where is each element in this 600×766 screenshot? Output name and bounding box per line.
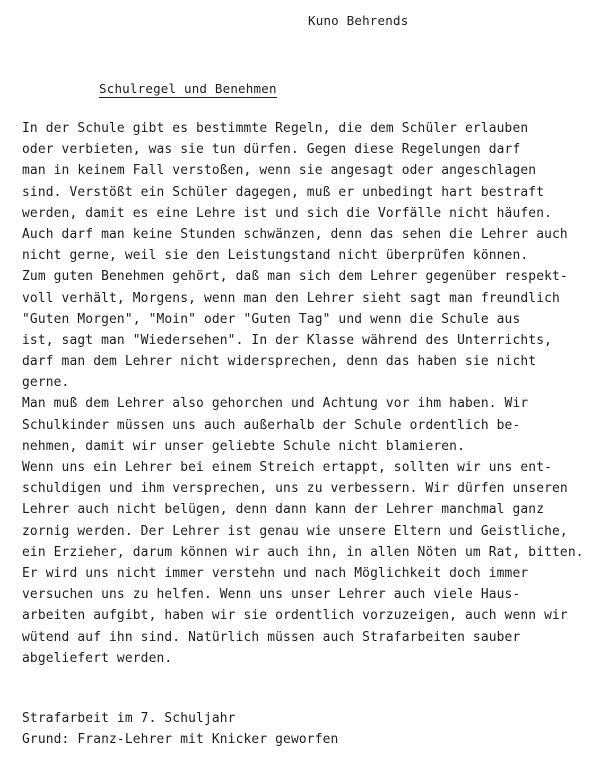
body-line: zornig werden. Der Lehrer ist genau wie unsere Eltern und Geistliche,	[22, 523, 568, 539]
body-line: schuldigen und ihm versprechen, uns zu verbessern. Wir dürfen unseren	[22, 481, 568, 497]
body-line: versuchen uns zu helfen. Wenn uns unser Lehrer auch viele Haus-	[22, 587, 521, 603]
author-name: Kuno Behrends	[308, 13, 409, 28]
body-line: sind. Verstößt ein Schüler dagegen, muß er unbedingt hart bestraft	[22, 184, 545, 200]
body-line: ist, sagt man "Wiedersehen". In der Klasse während des Unterrichts,	[22, 332, 553, 348]
essay-body	[22, 118, 597, 669]
body-line: oder verbieten, was sie tun dürfen. Gegen diese Regelungen darf	[22, 142, 521, 158]
body-line: Schulkinder müssen uns auch außerhalb der Schule ordentlich be-	[22, 417, 521, 433]
body-line: wütend auf ihn sind. Natürlich müssen auch Strafarbeiten sauber	[22, 629, 521, 645]
body-line: man in keinem Fall verstoßen, wenn sie angesagt oder angeschlagen	[22, 163, 537, 179]
body-line: Lehrer auch nicht belügen, denn dann kann der Lehrer manchmal ganz	[22, 502, 545, 518]
document-title: Schulregel und Benehmen	[99, 81, 277, 96]
body-line: nehmen, damit wir unser geliebte Schule nicht blamieren.	[22, 438, 466, 454]
body-line: ein Erzieher, darum können wir auch ihn, in allen Nöten um Rat, bitten.	[22, 544, 584, 560]
body-line: Wenn uns ein Lehrer bei einem Streich ertappt, sollten wir uns ent-	[22, 460, 553, 475]
body-line: Zum guten Benehmen gehört, daß man sich dem Lehrer gegenüber respekt-	[22, 269, 568, 285]
body-line: abgeliefert werden.	[22, 650, 173, 666]
footer-note	[22, 708, 338, 750]
body-line: Auch darf man keine Stunden schwänzen, denn das sehen die Lehrer auch	[22, 226, 568, 242]
body-line: In der Schule gibt es bestimmte Regeln, die dem Schüler erlauben	[22, 121, 529, 136]
body-line: voll verhält, Morgens, wenn man den Lehrer sieht sagt man freundlich	[22, 290, 560, 306]
body-line: darf man dem Lehrer nicht widersprechen, denn das haben sie nicht	[22, 354, 537, 370]
body-line: nicht gerne, weil sie den Leistungstand nicht überprüfen können.	[22, 248, 529, 264]
footer-line-assignment: Strafarbeit im 7. Schuljahr	[22, 711, 236, 726]
body-line: werden, damit es eine Lehre ist und sich die Vorfälle nicht häufen.	[22, 205, 553, 221]
body-line: arbeiten aufgibt, haben wir sie ordentlich vorzuzeigen, auch wenn wir	[22, 608, 568, 624]
body-line: Man muß dem Lehrer also gehorchen und Achtung vor ihm haben. Wir	[22, 396, 529, 412]
body-line: gerne.	[22, 375, 70, 391]
body-line: "Guten Morgen", "Moin" oder "Guten Tag" und wenn die Schule aus	[22, 311, 521, 327]
footer-line-reason: Grund: Franz-Lehrer mit Knicker geworfen	[22, 732, 339, 747]
body-line: Er wird uns nicht immer verstehn und nach Möglichkeit doch immer	[22, 565, 529, 581]
